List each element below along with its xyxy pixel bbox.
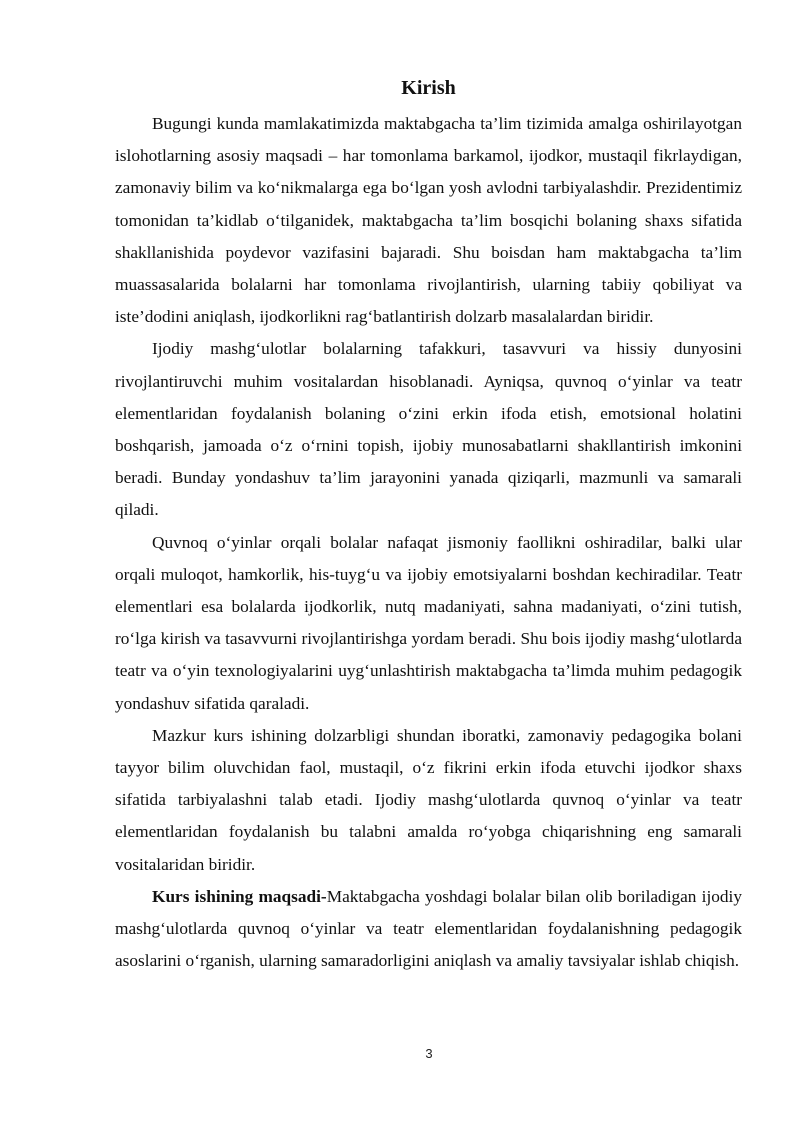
page-title: Kirish: [401, 77, 456, 99]
document-page: [115, 74, 742, 977]
paragraph-4: Mazkur kurs ishining dolzarbligi shundan iboratki, zamonaviy pedagogika bolani tayyor bilim oluvchidan faol, mustaqil, o‘z fikrini erkin ifoda etuvchi ijodkor shaxs sifatida tarbiyalashni talab etadi. Ijodiy mashg‘ulotlarda quvnoq o‘yinlar va teatr elementlaridan foydalanish bu talabni amalda ro‘yobga chiqarishning eng samarali vositalaridan biridir.: [115, 725, 742, 874]
page-number: 3: [425, 1046, 433, 1061]
goal-text: Maktabgacha yoshdagi bolalar bilan olib boriladigan ijodiy mashg‘ulotlarda quvnoq o‘yinlar va teatr elementlaridan foydalanishning pedagogik asoslarini o‘rganish, ularning samaradorligini aniqlash va amaliy tavsiyalar ishlab chiqish.: [115, 886, 742, 971]
goal-paragraph: [115, 881, 742, 978]
paragraph-1: Bugungi kunda mamlakatimizda maktabgacha ta’lim tizimida amalga oshirilayotgan islohotlarning asosiy maqsadi – har tomonlama barkamol, ijodkor, mustaqil fikrlaydigan, zamonaviy bilim va ko‘nikmalarga ega bo‘lgan yosh avlodni tarbiyalashdir. Prezidentimiz tomonidan ta’kidlab o‘tilganidek, maktabgacha ta’lim bosqichi bolaning shaxs sifatida shakllanishida poydevor vazifasini bajaradi. Shu boisdan ham maktabgacha ta’lim muassasalarida bolalarni har tomonlama rivojlantirish, ularning tabiiy qobiliyat va iste’dodini aniqlash, ijodkorlikni rag‘batlantirish dolzarb masalalardan biridir.: [115, 114, 742, 327]
paragraph-2: Ijodiy mashg‘ulotlar bolalarning tafakkuri, tasavvuri va hissiy dunyosini rivojlantiruvchi muhim vositalardan hisoblanadi. Ayniqsa, quvnoq o‘yinlar va teatr elementlaridan foydalanish bolaning o‘zini erkin ifoda etish, emotsional holatini boshqarish, jamoada o‘z o‘rnini topish, ijobiy munosabatlarni shakllantirish imkonini beradi. Bunday yondashuv ta’lim jarayonini yanada qiziqarli, mazmunli va samarali qiladi.: [115, 339, 742, 520]
paragraph-3: Quvnoq o‘yinlar orqali bolalar nafaqat jismoniy faollikni oshiradilar, balki ular orqali muloqot, hamkorlik, his-tuyg‘u va ijobiy emotsiyalarni boshdan kechiradilar. Teatr elementlari esa bolalarda ijodkorlik, nutq madaniyati, sahna madaniyati, o‘zini tutish, ro‘lga kirish va tasavvurni rivojlantirishga yordam beradi. Shu bois ijodiy mashg‘ulotlarda teatr va o‘yin texnologiyalarini uyg‘unlashtirish maktabgacha ta’limda muhim pedagogik yondashuv sifatida qaraladi.: [115, 532, 742, 713]
goal-label: Kurs ishining maqsadi-: [152, 886, 327, 906]
